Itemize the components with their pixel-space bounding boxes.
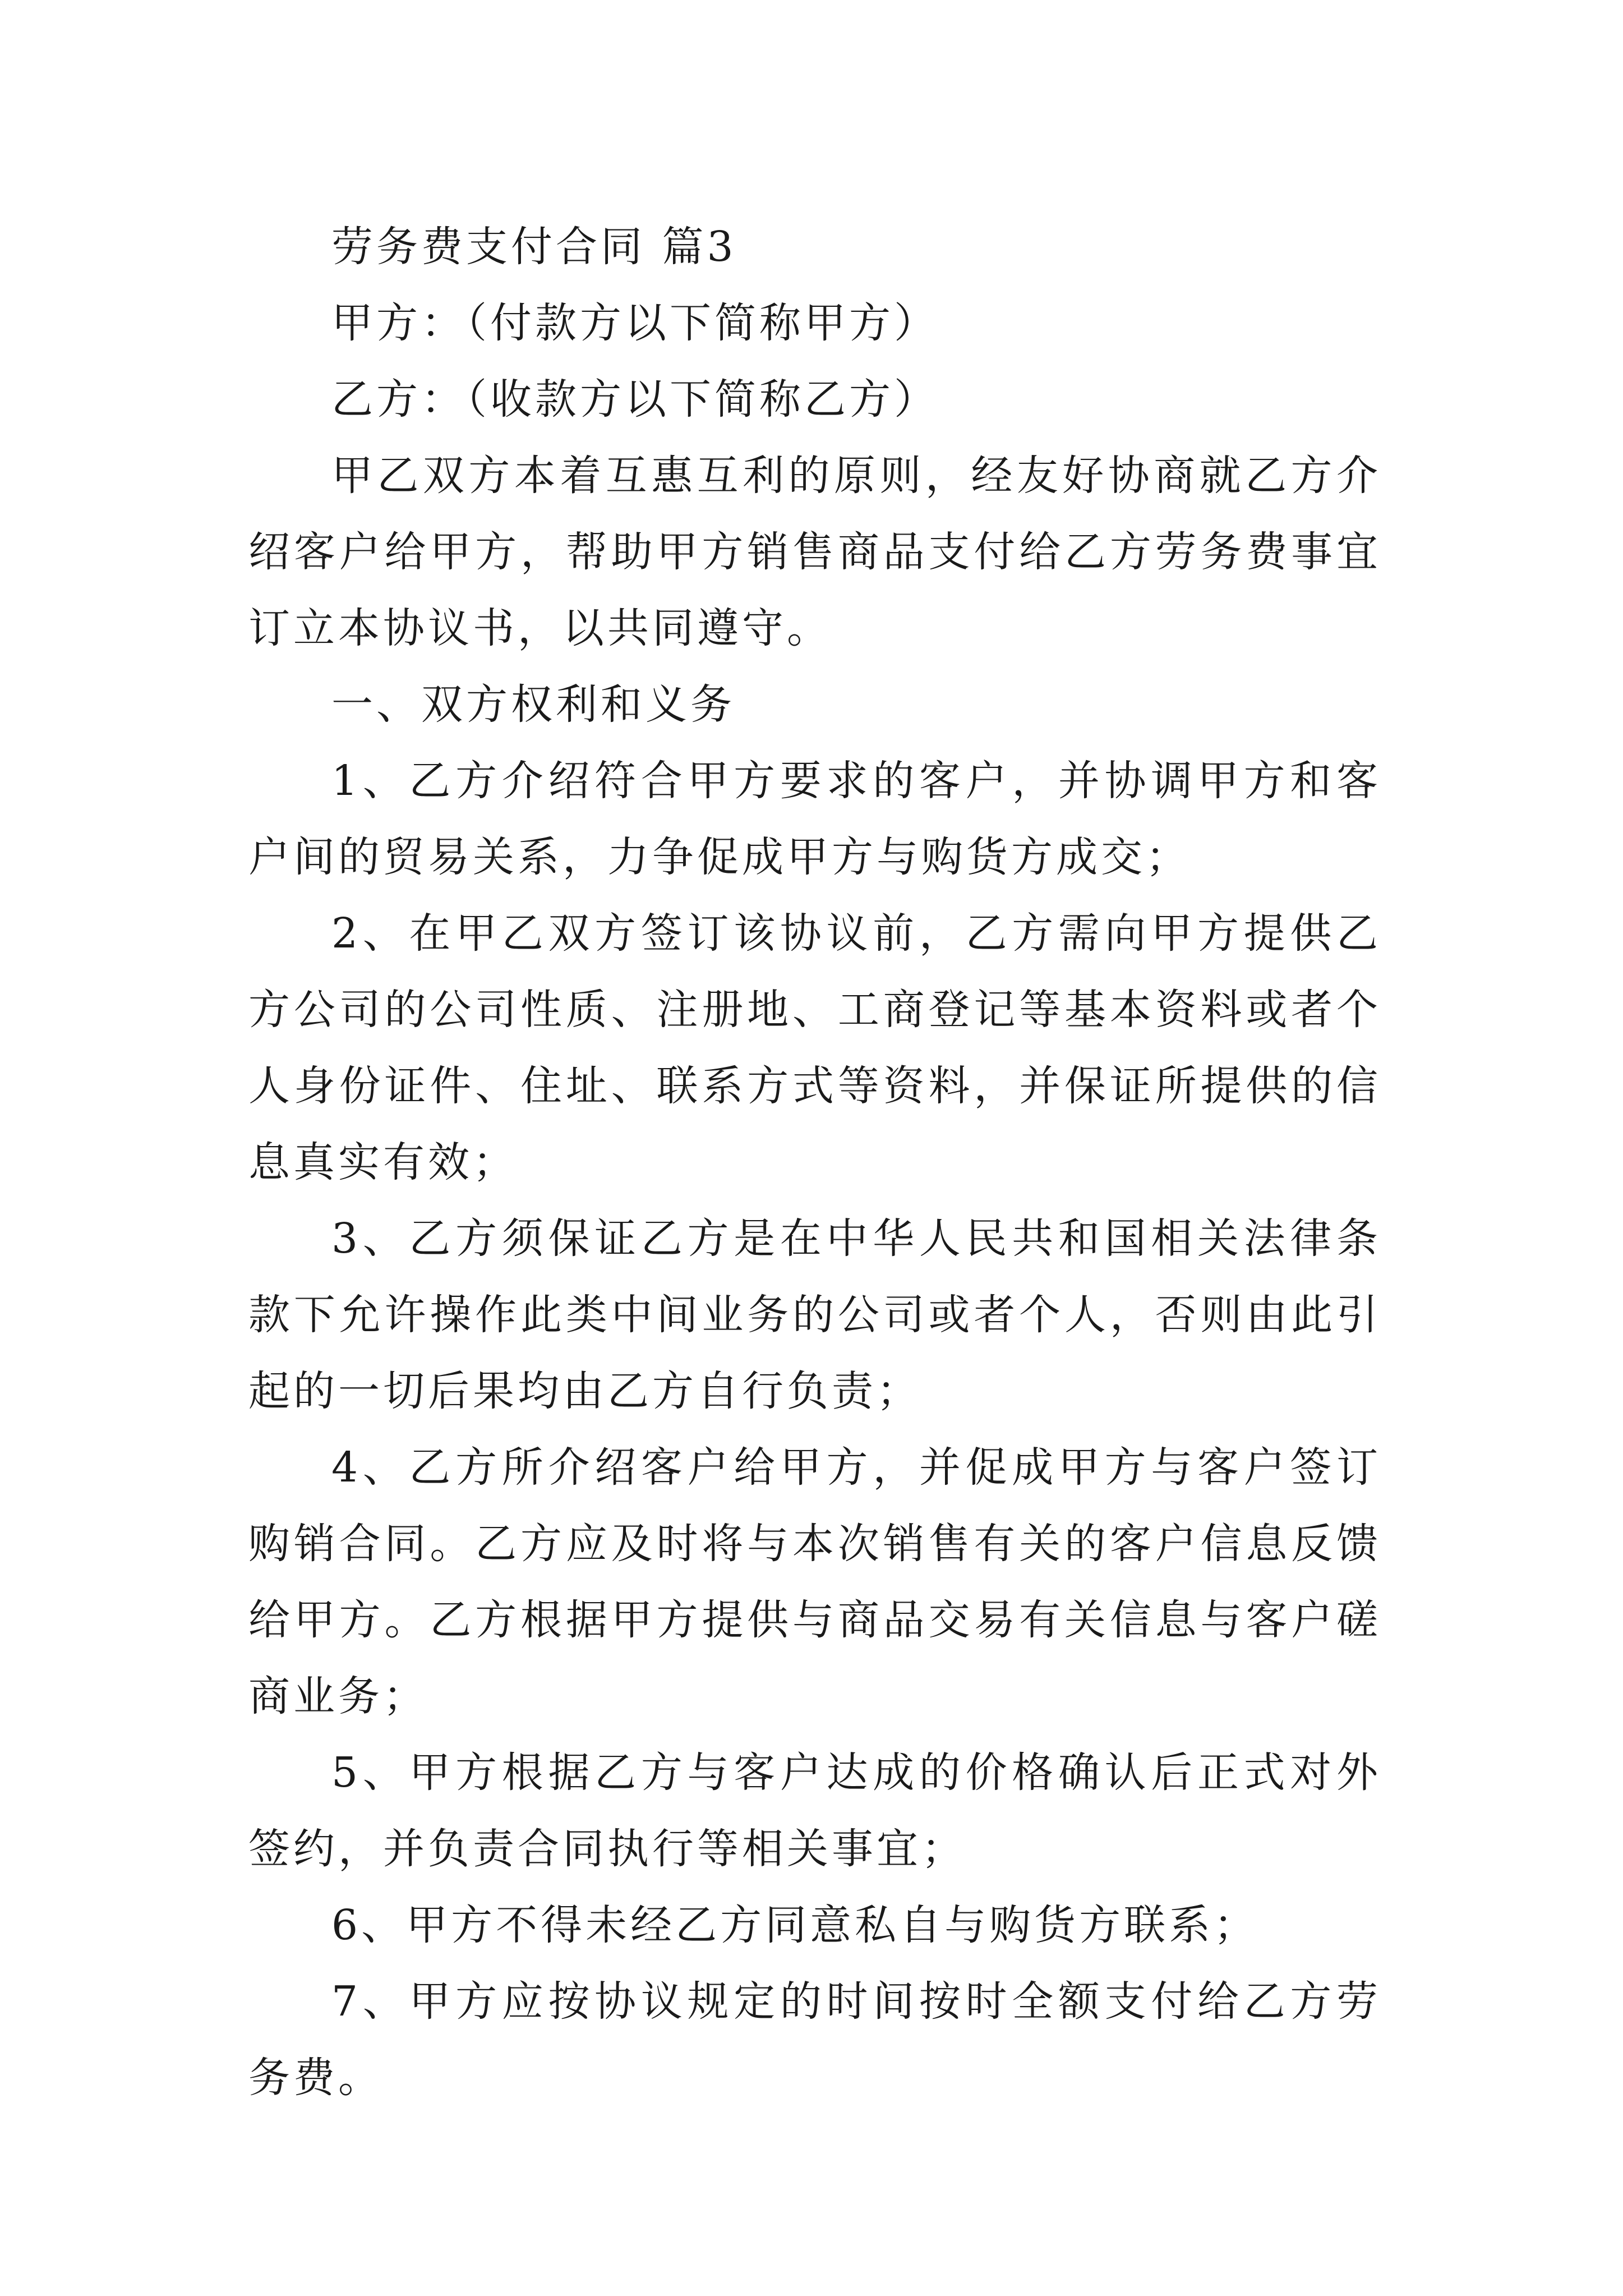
party-a-line: 甲方：（付款方以下简称甲方）: [331, 299, 939, 347]
clause-7: 7、甲方应按协议规定的时间按时全额支付给乙方劳务费。: [248, 1977, 1381, 2102]
clause-2: 2、在甲乙双方签订该协议前，乙方需向甲方提供乙方公司的公司性质、注册地、工商登记等基本资料或者个人身份证件、住址、联系方式等资料，并保证所提供的信息真实有效；: [248, 909, 1381, 1186]
clause-1: 1、乙方介绍符合甲方要求的客户，并协调甲方和客户间的贸易关系，力争促成甲方与购货方成交；: [248, 757, 1381, 881]
document-body: [248, 209, 1381, 2116]
party-b-line: 乙方：（收款方以下简称乙方）: [331, 375, 939, 424]
clause-5: 5、甲方根据乙方与客户达成的价格确认后正式对外签约，并负责合同执行等相关事宜；: [248, 1749, 1381, 1873]
clause-6: 6、甲方不得未经乙方同意私自与购货方联系；: [331, 1901, 1259, 1949]
intro-paragraph: 甲乙双方本着互惠互利的原则，经友好协商就乙方介绍客户给甲方，帮助甲方销售商品支付给乙方劳务费事宜订立本协议书，以共同遵守。: [248, 452, 1381, 652]
clause-3: 3、乙方须保证乙方是在中华人民共和国相关法律条款下允许操作此类中间业务的公司或者个人，否则由此引起的一切后果均由乙方自行负责；: [248, 1214, 1381, 1415]
document-title: 劳务费支付合同 篇3: [331, 223, 737, 271]
section-heading: 一、双方权利和义务: [331, 680, 735, 729]
clause-4: 4、乙方所介绍客户给甲方，并促成甲方与客户签订购销合同。乙方应及时将与本次销售有关的客户信息反馈给甲方。乙方根据甲方提供与商品交易有关信息与客户磋商业务；: [248, 1443, 1381, 1720]
